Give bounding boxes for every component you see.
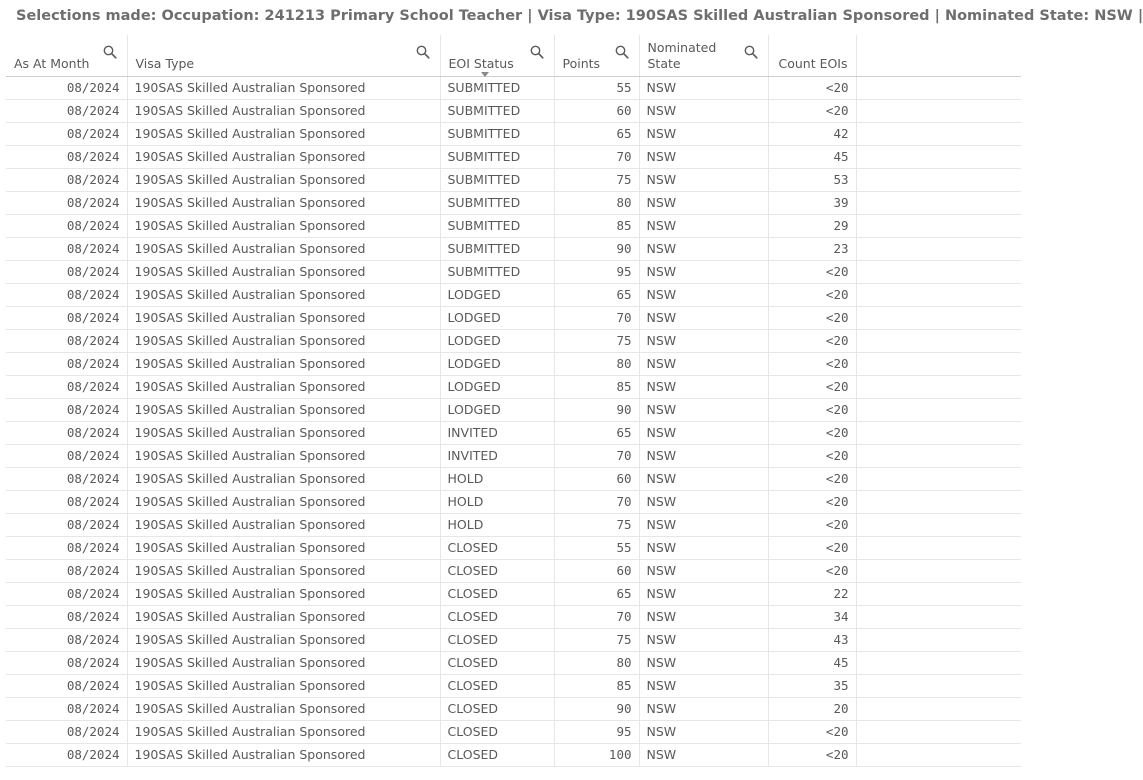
cell-empty — [856, 698, 1021, 721]
cell-empty — [856, 514, 1021, 537]
cell-visa-type[interactable]: 190SAS Skilled Australian Sponsored — [127, 123, 440, 146]
cell-empty — [856, 284, 1021, 307]
cell-visa-type[interactable]: 190SAS Skilled Australian Sponsored — [127, 675, 440, 698]
cell-empty — [856, 100, 1021, 123]
cell-visa-type[interactable]: 190SAS Skilled Australian Sponsored — [127, 744, 440, 767]
table-row[interactable] — [6, 77, 1021, 100]
cell-visa-type[interactable]: 190SAS Skilled Australian Sponsored — [127, 284, 440, 307]
cell-empty — [856, 422, 1021, 445]
cell-points[interactable]: 75 — [554, 629, 639, 652]
cell-nominated-state[interactable]: NSW — [639, 353, 768, 376]
cell-eoi-status[interactable]: CLOSED — [440, 652, 554, 675]
cell-points[interactable]: 80 — [554, 652, 639, 675]
cell-points[interactable]: 65 — [554, 123, 639, 146]
cell-empty — [856, 77, 1021, 100]
table-row[interactable] — [6, 422, 1021, 445]
table-row[interactable] — [6, 721, 1021, 744]
cell-count-eois[interactable]: <20 — [768, 537, 856, 560]
cell-nominated-state[interactable]: NSW — [639, 560, 768, 583]
cell-nominated-state[interactable]: NSW — [639, 491, 768, 514]
table-row[interactable] — [6, 399, 1021, 422]
cell-empty — [856, 629, 1021, 652]
cell-visa-type[interactable]: 190SAS Skilled Australian Sponsored — [127, 629, 440, 652]
cell-points[interactable]: 100 — [554, 744, 639, 767]
cell-nominated-state[interactable]: NSW — [639, 422, 768, 445]
cell-eoi-status[interactable]: CLOSED — [440, 606, 554, 629]
cell-visa-type[interactable]: 190SAS Skilled Australian Sponsored — [127, 215, 440, 238]
cell-visa-type[interactable]: 190SAS Skilled Australian Sponsored — [127, 192, 440, 215]
cell-count-eois[interactable]: <20 — [768, 399, 856, 422]
cell-visa-type[interactable]: 190SAS Skilled Australian Sponsored — [127, 468, 440, 491]
cell-count-eois[interactable]: <20 — [768, 744, 856, 767]
table-header — [6, 35, 1021, 77]
column-label: Nominated State — [647, 40, 717, 71]
cell-nominated-state[interactable]: NSW — [639, 445, 768, 468]
table-row[interactable] — [6, 192, 1021, 215]
cell-as-at-month[interactable]: 08/2024 — [6, 491, 127, 514]
cell-count-eois[interactable]: <20 — [768, 376, 856, 399]
cell-as-at-month[interactable]: 08/2024 — [6, 744, 127, 767]
cell-count-eois[interactable]: <20 — [768, 100, 856, 123]
cell-points[interactable]: 65 — [554, 583, 639, 606]
column-label: EOI Status — [448, 56, 514, 71]
cell-eoi-status[interactable]: LODGED — [440, 376, 554, 399]
cell-as-at-month[interactable]: 08/2024 — [6, 77, 127, 100]
table-row[interactable] — [6, 606, 1021, 629]
cell-visa-type[interactable]: 190SAS Skilled Australian Sponsored — [127, 353, 440, 376]
cell-visa-type[interactable]: 190SAS Skilled Australian Sponsored — [127, 721, 440, 744]
cell-empty — [856, 215, 1021, 238]
cell-empty — [856, 169, 1021, 192]
cell-eoi-status[interactable]: SUBMITTED — [440, 261, 554, 284]
cell-eoi-status[interactable]: CLOSED — [440, 721, 554, 744]
table-row[interactable] — [6, 307, 1021, 330]
cell-as-at-month[interactable]: 08/2024 — [6, 629, 127, 652]
cell-as-at-month[interactable]: 08/2024 — [6, 652, 127, 675]
cell-empty — [856, 330, 1021, 353]
cell-as-at-month[interactable]: 08/2024 — [6, 514, 127, 537]
cell-as-at-month[interactable]: 08/2024 — [6, 284, 127, 307]
cell-count-eois[interactable]: <20 — [768, 77, 856, 100]
cell-empty — [856, 445, 1021, 468]
search-icon[interactable] — [416, 45, 430, 59]
cell-nominated-state[interactable]: NSW — [639, 652, 768, 675]
cell-eoi-status[interactable]: CLOSED — [440, 698, 554, 721]
cell-as-at-month[interactable]: 08/2024 — [6, 100, 127, 123]
cell-as-at-month[interactable]: 08/2024 — [6, 376, 127, 399]
cell-visa-type[interactable]: 190SAS Skilled Australian Sponsored — [127, 652, 440, 675]
cell-count-eois[interactable]: <20 — [768, 445, 856, 468]
cell-points[interactable]: 70 — [554, 445, 639, 468]
cell-nominated-state[interactable]: NSW — [639, 330, 768, 353]
column-header-visa-type[interactable] — [127, 35, 440, 77]
cell-eoi-status[interactable]: LODGED — [440, 284, 554, 307]
cell-points[interactable]: 95 — [554, 261, 639, 284]
cell-points[interactable]: 70 — [554, 146, 639, 169]
cell-as-at-month[interactable]: 08/2024 — [6, 537, 127, 560]
cell-as-at-month[interactable]: 08/2024 — [6, 169, 127, 192]
cell-visa-type[interactable]: 190SAS Skilled Australian Sponsored — [127, 376, 440, 399]
cell-eoi-status[interactable]: SUBMITTED — [440, 123, 554, 146]
column-label: Visa Type — [135, 56, 195, 71]
table-row[interactable] — [6, 330, 1021, 353]
table-row[interactable] — [6, 560, 1021, 583]
search-icon[interactable] — [615, 45, 629, 59]
cell-count-eois[interactable]: <20 — [768, 491, 856, 514]
cell-points[interactable]: 75 — [554, 169, 639, 192]
table-row[interactable] — [6, 537, 1021, 560]
cell-as-at-month[interactable]: 08/2024 — [6, 192, 127, 215]
cell-as-at-month[interactable]: 08/2024 — [6, 583, 127, 606]
table-row[interactable] — [6, 629, 1021, 652]
cell-count-eois[interactable]: 29 — [768, 215, 856, 238]
cell-count-eois[interactable]: <20 — [768, 261, 856, 284]
cell-empty — [856, 307, 1021, 330]
cell-visa-type[interactable]: 190SAS Skilled Australian Sponsored — [127, 307, 440, 330]
cell-as-at-month[interactable]: 08/2024 — [6, 675, 127, 698]
search-icon[interactable] — [103, 45, 117, 59]
cell-visa-type[interactable]: 190SAS Skilled Australian Sponsored — [127, 146, 440, 169]
cell-count-eois[interactable]: 35 — [768, 675, 856, 698]
cell-visa-type[interactable]: 190SAS Skilled Australian Sponsored — [127, 330, 440, 353]
cell-eoi-status[interactable]: LODGED — [440, 330, 554, 353]
cell-nominated-state[interactable]: NSW — [639, 100, 768, 123]
cell-visa-type[interactable]: 190SAS Skilled Australian Sponsored — [127, 399, 440, 422]
cell-nominated-state[interactable]: NSW — [639, 721, 768, 744]
cell-points[interactable]: 55 — [554, 77, 639, 100]
cell-nominated-state[interactable]: NSW — [639, 146, 768, 169]
cell-eoi-status[interactable]: SUBMITTED — [440, 77, 554, 100]
cell-empty — [856, 491, 1021, 514]
cell-nominated-state[interactable]: NSW — [639, 583, 768, 606]
cell-as-at-month[interactable]: 08/2024 — [6, 468, 127, 491]
cell-count-eois[interactable]: <20 — [768, 353, 856, 376]
cell-nominated-state[interactable]: NSW — [639, 169, 768, 192]
column-header-points[interactable] — [554, 35, 639, 77]
cell-points[interactable]: 60 — [554, 560, 639, 583]
cell-eoi-status[interactable]: SUBMITTED — [440, 192, 554, 215]
search-icon[interactable] — [530, 45, 544, 59]
cell-count-eois[interactable]: <20 — [768, 422, 856, 445]
cell-nominated-state[interactable]: NSW — [639, 698, 768, 721]
cell-count-eois[interactable]: <20 — [768, 468, 856, 491]
cell-points[interactable]: 70 — [554, 606, 639, 629]
cell-eoi-status[interactable]: SUBMITTED — [440, 100, 554, 123]
cell-eoi-status[interactable]: LODGED — [440, 353, 554, 376]
cell-points[interactable]: 70 — [554, 491, 639, 514]
cell-visa-type[interactable]: 190SAS Skilled Australian Sponsored — [127, 100, 440, 123]
cell-visa-type[interactable]: 190SAS Skilled Australian Sponsored — [127, 238, 440, 261]
table-row[interactable] — [6, 376, 1021, 399]
column-header-as-at-month[interactable] — [6, 35, 127, 77]
cell-eoi-status[interactable]: SUBMITTED — [440, 146, 554, 169]
cell-count-eois[interactable]: 34 — [768, 606, 856, 629]
cell-nominated-state[interactable]: NSW — [639, 307, 768, 330]
cell-nominated-state[interactable]: NSW — [639, 123, 768, 146]
cell-eoi-status[interactable]: CLOSED — [440, 629, 554, 652]
table-row[interactable] — [6, 445, 1021, 468]
cell-as-at-month[interactable]: 08/2024 — [6, 261, 127, 284]
cell-empty — [856, 537, 1021, 560]
table-row[interactable] — [6, 169, 1021, 192]
cell-nominated-state[interactable]: NSW — [639, 629, 768, 652]
table-row[interactable] — [6, 238, 1021, 261]
cell-visa-type[interactable]: 190SAS Skilled Australian Sponsored — [127, 560, 440, 583]
cell-points[interactable]: 75 — [554, 514, 639, 537]
cell-nominated-state[interactable]: NSW — [639, 675, 768, 698]
cell-points[interactable]: 85 — [554, 376, 639, 399]
cell-as-at-month[interactable]: 08/2024 — [6, 146, 127, 169]
cell-count-eois[interactable]: <20 — [768, 307, 856, 330]
cell-empty — [856, 146, 1021, 169]
cell-visa-type[interactable]: 190SAS Skilled Australian Sponsored — [127, 606, 440, 629]
cell-empty — [856, 606, 1021, 629]
cell-nominated-state[interactable]: NSW — [639, 376, 768, 399]
cell-as-at-month[interactable]: 08/2024 — [6, 606, 127, 629]
cell-nominated-state[interactable]: NSW — [639, 606, 768, 629]
cell-nominated-state[interactable]: NSW — [639, 192, 768, 215]
cell-points[interactable]: 95 — [554, 721, 639, 744]
cell-empty — [856, 399, 1021, 422]
table-row[interactable] — [6, 146, 1021, 169]
cell-count-eois[interactable]: 42 — [768, 123, 856, 146]
table-row[interactable] — [6, 698, 1021, 721]
cell-count-eois[interactable]: <20 — [768, 514, 856, 537]
cell-empty — [856, 238, 1021, 261]
cell-empty — [856, 376, 1021, 399]
table-row[interactable] — [6, 652, 1021, 675]
cell-eoi-status[interactable]: CLOSED — [440, 583, 554, 606]
cell-count-eois[interactable]: 45 — [768, 652, 856, 675]
cell-count-eois[interactable]: 43 — [768, 629, 856, 652]
cell-count-eois[interactable]: 45 — [768, 146, 856, 169]
sort-descending-icon[interactable] — [481, 72, 489, 77]
cell-points[interactable]: 60 — [554, 468, 639, 491]
cell-eoi-status[interactable]: CLOSED — [440, 537, 554, 560]
cell-points[interactable]: 80 — [554, 192, 639, 215]
cell-points[interactable]: 70 — [554, 307, 639, 330]
cell-points[interactable]: 90 — [554, 238, 639, 261]
cell-eoi-status[interactable]: SUBMITTED — [440, 215, 554, 238]
cell-count-eois[interactable]: 53 — [768, 169, 856, 192]
cell-count-eois[interactable]: 20 — [768, 698, 856, 721]
column-header-nominated-state[interactable] — [639, 35, 768, 77]
cell-eoi-status[interactable]: SUBMITTED — [440, 238, 554, 261]
table-row[interactable] — [6, 514, 1021, 537]
column-label: Points — [562, 56, 601, 71]
cell-empty — [856, 721, 1021, 744]
cell-eoi-status[interactable]: CLOSED — [440, 560, 554, 583]
cell-visa-type[interactable]: 190SAS Skilled Australian Sponsored — [127, 537, 440, 560]
cell-points[interactable]: 90 — [554, 698, 639, 721]
cell-nominated-state[interactable]: NSW — [639, 744, 768, 767]
cell-as-at-month[interactable]: 08/2024 — [6, 399, 127, 422]
column-header-count-eois[interactable] — [768, 35, 856, 77]
cell-as-at-month[interactable]: 08/2024 — [6, 422, 127, 445]
cell-points[interactable]: 80 — [554, 353, 639, 376]
cell-empty — [856, 675, 1021, 698]
cell-points[interactable]: 75 — [554, 330, 639, 353]
table-row[interactable] — [6, 215, 1021, 238]
cell-eoi-status[interactable]: CLOSED — [440, 675, 554, 698]
cell-empty — [856, 261, 1021, 284]
cell-empty — [856, 468, 1021, 491]
cell-eoi-status[interactable]: HOLD — [440, 514, 554, 537]
cell-eoi-status[interactable]: HOLD — [440, 468, 554, 491]
cell-nominated-state[interactable]: NSW — [639, 537, 768, 560]
cell-nominated-state[interactable]: NSW — [639, 284, 768, 307]
cell-as-at-month[interactable]: 08/2024 — [6, 215, 127, 238]
cell-nominated-state[interactable]: NSW — [639, 468, 768, 491]
cell-count-eois[interactable]: <20 — [768, 330, 856, 353]
cell-points[interactable]: 85 — [554, 215, 639, 238]
cell-points[interactable]: 65 — [554, 284, 639, 307]
table-row[interactable] — [6, 468, 1021, 491]
cell-as-at-month[interactable]: 08/2024 — [6, 330, 127, 353]
cell-visa-type[interactable]: 190SAS Skilled Australian Sponsored — [127, 445, 440, 468]
cell-eoi-status[interactable]: CLOSED — [440, 744, 554, 767]
table-row[interactable] — [6, 744, 1021, 767]
cell-count-eois[interactable]: <20 — [768, 560, 856, 583]
cell-points[interactable]: 90 — [554, 399, 639, 422]
cell-empty — [856, 192, 1021, 215]
column-label: As At Month — [14, 56, 90, 71]
cell-eoi-status[interactable]: INVITED — [440, 422, 554, 445]
cell-points[interactable]: 60 — [554, 100, 639, 123]
cell-points[interactable]: 85 — [554, 675, 639, 698]
cell-eoi-status[interactable]: HOLD — [440, 491, 554, 514]
cell-eoi-status[interactable]: LODGED — [440, 307, 554, 330]
cell-points[interactable]: 55 — [554, 537, 639, 560]
cell-as-at-month[interactable]: 08/2024 — [6, 560, 127, 583]
cell-visa-type[interactable]: 190SAS Skilled Australian Sponsored — [127, 491, 440, 514]
cell-eoi-status[interactable]: INVITED — [440, 445, 554, 468]
cell-eoi-status[interactable]: LODGED — [440, 399, 554, 422]
cell-visa-type[interactable]: 190SAS Skilled Australian Sponsored — [127, 514, 440, 537]
table-row[interactable] — [6, 675, 1021, 698]
cell-visa-type[interactable]: 190SAS Skilled Australian Sponsored — [127, 422, 440, 445]
cell-count-eois[interactable]: 39 — [768, 192, 856, 215]
table-row[interactable] — [6, 583, 1021, 606]
search-icon[interactable] — [744, 45, 758, 59]
cell-as-at-month[interactable]: 08/2024 — [6, 238, 127, 261]
cell-visa-type[interactable]: 190SAS Skilled Australian Sponsored — [127, 169, 440, 192]
cell-empty — [856, 652, 1021, 675]
cell-as-at-month[interactable]: 08/2024 — [6, 307, 127, 330]
cell-as-at-month[interactable]: 08/2024 — [6, 123, 127, 146]
cell-nominated-state[interactable]: NSW — [639, 399, 768, 422]
cell-nominated-state[interactable]: NSW — [639, 77, 768, 100]
cell-nominated-state[interactable]: NSW — [639, 261, 768, 284]
cell-empty — [856, 560, 1021, 583]
cell-points[interactable]: 65 — [554, 422, 639, 445]
cell-nominated-state[interactable]: NSW — [639, 238, 768, 261]
table-row[interactable] — [6, 100, 1021, 123]
selections-bar: Selections made: Occupation: 241213 Primary School Teacher | Visa Type: 190SAS Skilled Australian Sponsored | Nominated State: NSW | — [16, 8, 1143, 24]
table-row[interactable] — [6, 123, 1021, 146]
cell-empty — [856, 583, 1021, 606]
cell-count-eois[interactable]: <20 — [768, 284, 856, 307]
table-row[interactable] — [6, 261, 1021, 284]
cell-count-eois[interactable]: <20 — [768, 721, 856, 744]
cell-nominated-state[interactable]: NSW — [639, 215, 768, 238]
header-row — [6, 35, 1021, 77]
cell-as-at-month[interactable]: 08/2024 — [6, 445, 127, 468]
cell-empty — [856, 123, 1021, 146]
cell-as-at-month[interactable]: 08/2024 — [6, 698, 127, 721]
cell-eoi-status[interactable]: SUBMITTED — [440, 169, 554, 192]
table-body — [6, 77, 1021, 767]
table-row[interactable] — [6, 491, 1021, 514]
cell-as-at-month[interactable]: 08/2024 — [6, 353, 127, 376]
cell-visa-type[interactable]: 190SAS Skilled Australian Sponsored — [127, 583, 440, 606]
cell-visa-type[interactable]: 190SAS Skilled Australian Sponsored — [127, 77, 440, 100]
eoi-table — [6, 35, 1021, 767]
cell-count-eois[interactable]: 23 — [768, 238, 856, 261]
table-row[interactable] — [6, 353, 1021, 376]
cell-visa-type[interactable]: 190SAS Skilled Australian Sponsored — [127, 261, 440, 284]
column-header-eoi-status[interactable] — [440, 35, 554, 77]
cell-empty — [856, 744, 1021, 767]
column-header-empty — [856, 35, 1021, 77]
cell-count-eois[interactable]: 22 — [768, 583, 856, 606]
cell-empty — [856, 353, 1021, 376]
cell-visa-type[interactable]: 190SAS Skilled Australian Sponsored — [127, 698, 440, 721]
cell-nominated-state[interactable]: NSW — [639, 514, 768, 537]
column-label: Count EOIs — [778, 56, 848, 71]
table-row[interactable] — [6, 284, 1021, 307]
cell-as-at-month[interactable]: 08/2024 — [6, 721, 127, 744]
